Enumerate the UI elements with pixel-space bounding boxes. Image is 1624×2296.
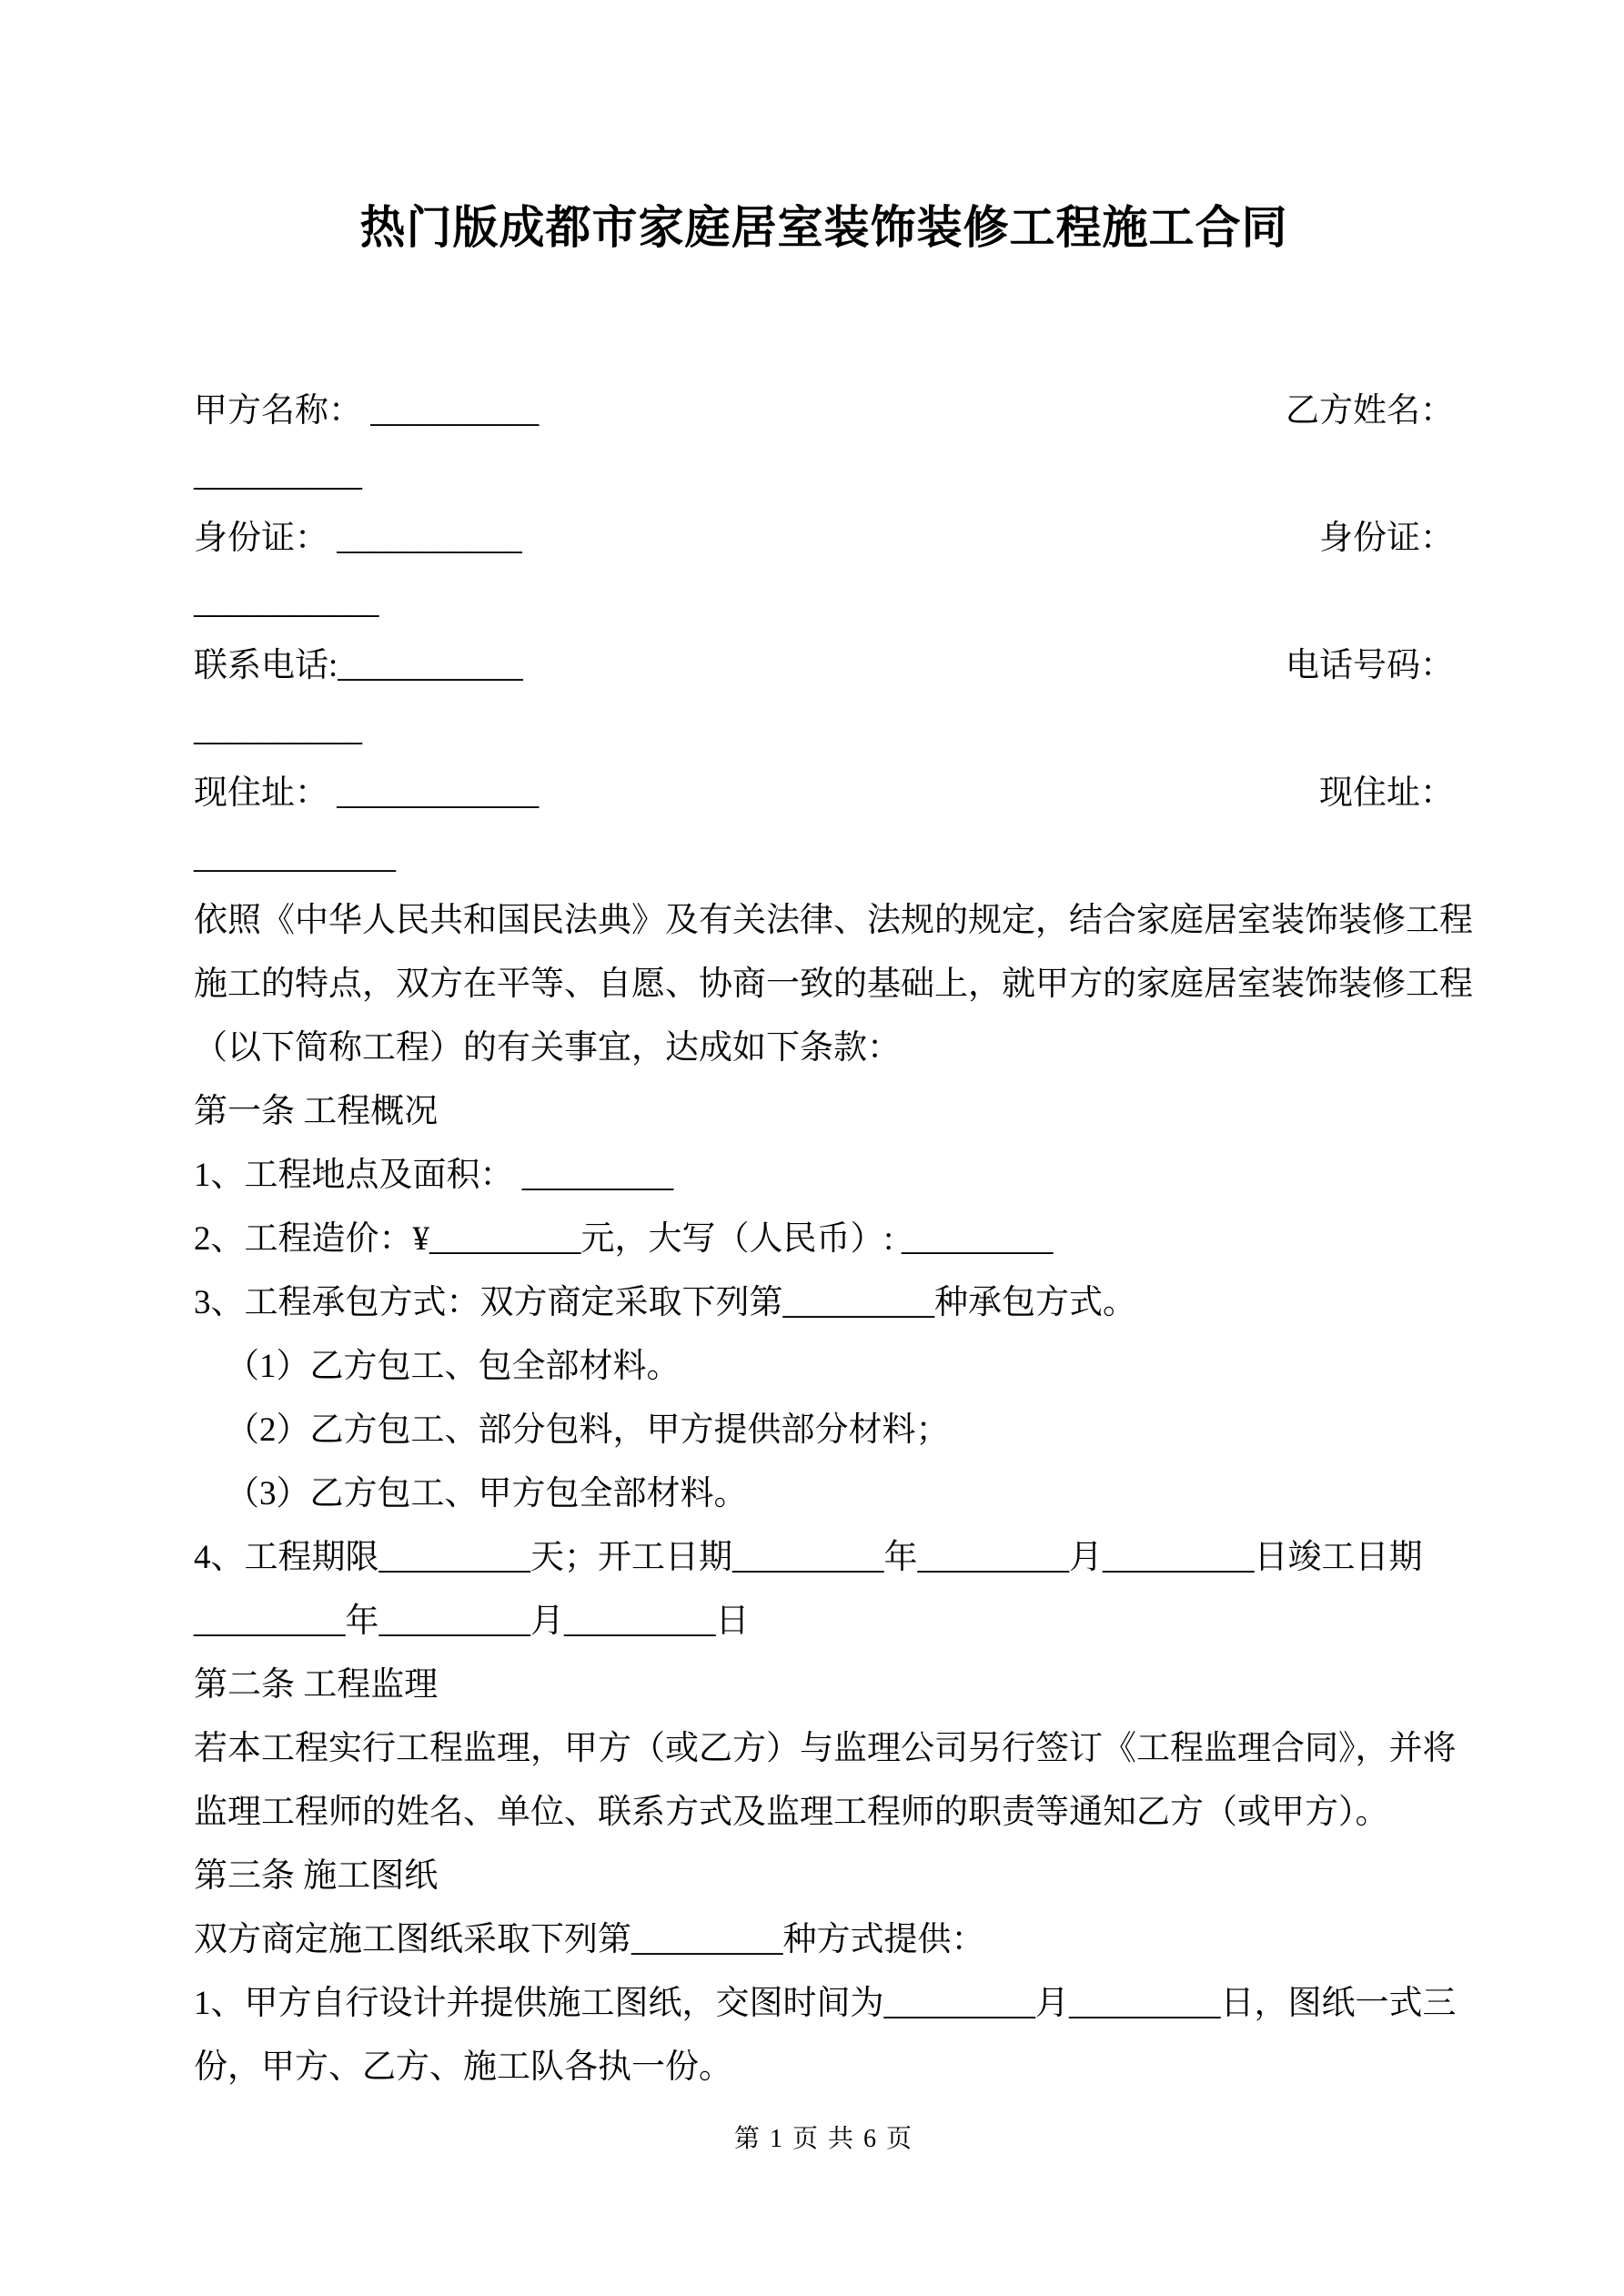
party-a-id-label: 身份证： ___________ xyxy=(194,520,522,557)
preamble-line-3: （以下简称工程）的有关事宜，达成如下条款： xyxy=(194,1029,901,1067)
party-b-address-label: 现住址： xyxy=(1319,774,1454,812)
contract-option-2: （2）乙方包工、部分包料，甲方提供部分材料； xyxy=(226,1411,950,1449)
party-b-name-label: 乙方姓名： xyxy=(1286,392,1454,430)
article-1-item-3: 3、工程承包方式：双方商定采取下列第_________种承包方式。 xyxy=(194,1284,1136,1321)
party-row-address xyxy=(194,762,1454,825)
party-b-phone-blank: __________ xyxy=(194,711,362,748)
party-b-id-blank: ___________ xyxy=(194,583,379,621)
party-a-address-label: 现住址： ____________ xyxy=(194,774,540,812)
party-b-id-label: 身份证： xyxy=(1319,520,1454,557)
party-a-phone-label: 联系电话:___________ xyxy=(194,647,523,684)
article-3-item-1-line-2: 份，甲方、乙方、施工队各执一份。 xyxy=(194,2048,732,2086)
article-3-intro: 双方商定施工图纸采取下列第_________种方式提供： xyxy=(194,1921,985,1958)
party-b-name-blank: __________ xyxy=(194,456,362,493)
party-info-block xyxy=(194,379,1454,889)
doc-title: 热门版成都市家庭居室装饰装修工程施工合同 xyxy=(359,202,1288,253)
article-1-item-4-line-1: 4、工程期限_________天；开工日期_________年_________月_________日竣工日期 xyxy=(194,1539,1423,1576)
contract-body xyxy=(194,889,1473,2099)
article-2-text-line-2: 监理工程师的姓名、单位、联系方式及监理工程师的职责等通知乙方（或甲方）。 xyxy=(194,1794,1389,1831)
preamble-line-2: 施工的特点，双方在平等、自愿、协商一致的基础上，就甲方的家庭居室装饰装修工程 xyxy=(194,966,1473,1003)
contract-option-1: （1）乙方包工、包全部材料。 xyxy=(226,1348,681,1385)
party-b-address-blank: ____________ xyxy=(194,838,396,875)
article-3-heading: 第三条 施工图纸 xyxy=(194,1857,439,1895)
party-row-name xyxy=(194,379,1454,443)
party-b-phone-label: 电话号码： xyxy=(1286,647,1454,684)
page-footer: 第 1 页 共 6 页 xyxy=(733,2125,913,2153)
article-2-text-line-1: 若本工程实行工程监理，甲方（或乙方）与监理公司另行签订《工程监理合同》，并将 xyxy=(194,1730,1457,1767)
contract-option-3: （3）乙方包工、甲方包全部材料。 xyxy=(226,1475,748,1512)
article-1-item-4-line-2: _________年_________月_________日 xyxy=(194,1603,750,1640)
party-row-id xyxy=(194,507,1454,571)
party-row-phone xyxy=(194,634,1454,698)
article-1-item-2: 2、工程造价：¥_________元，大写（人民币）: _________ xyxy=(194,1220,1054,1258)
party-a-name-label: 甲方名称： __________ xyxy=(194,392,540,430)
article-1-item-1: 1、工程地点及面积： _________ xyxy=(194,1157,674,1194)
article-1-heading: 第一条 工程概况 xyxy=(194,1093,439,1130)
article-3-item-1-line-1: 1、甲方自行设计并提供施工图纸，交图时间为_________月_________日，图纸一式三 xyxy=(194,1985,1457,2022)
preamble-line-1: 依照《中华人民共和国民法典》及有关法律、法规的规定，结合家庭居室装饰装修工程 xyxy=(194,902,1473,939)
article-2-heading: 第二条 工程监理 xyxy=(194,1666,439,1704)
